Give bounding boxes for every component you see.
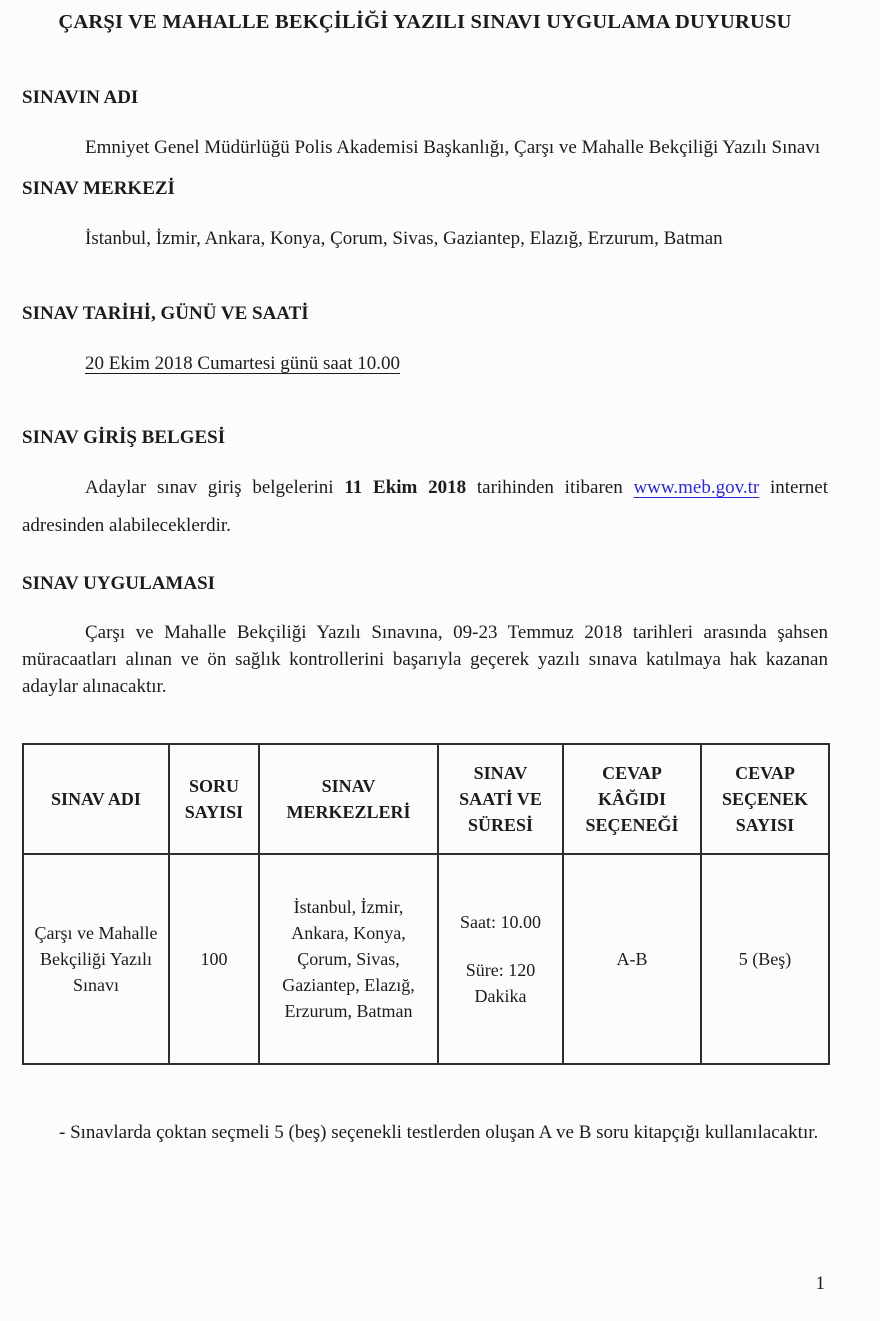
cell-saat-line: Saat: 10.00: [460, 912, 541, 932]
cell-secenek-sayisi: 5 (Beş): [701, 854, 829, 1064]
cell-soru-sayisi: 100: [169, 854, 259, 1064]
cell-merkezler: İstanbul, İzmir, Ankara, Konya, Çorum, Sivas, Gaziantep, Elazığ, Erzurum, Batman: [259, 854, 438, 1064]
cell-sure-line: Süre: 120 Dakika: [465, 960, 536, 1006]
table-row: [23, 854, 829, 1064]
sinavin-adi-paragraph: Emniyet Genel Müdürlüğü Polis Akademisi Başkanlığı, Çarşı ve Mahalle Bekçiliği Yazılı Sınavı: [85, 137, 821, 158]
giris-belgesi-paragraph: [22, 469, 828, 545]
section-heading-sinav-tarihi: SINAV TARİHİ, GÜNÜ VE SAATİ: [22, 303, 309, 324]
giris-text-before: Adaylar sınav giriş belgelerini: [85, 477, 345, 498]
table-header-sinav-adi: SINAV ADI: [23, 744, 169, 854]
giris-bold-date: 11 Ekim 2018: [344, 477, 467, 498]
cell-sinav-adi: Çarşı ve Mahalle Bekçiliği Yazılı Sınavı: [23, 854, 169, 1064]
table-header-sinav-merkezleri: SINAV MERKEZLERİ: [259, 744, 438, 854]
section-heading-sinav-merkezi: SINAV MERKEZİ: [22, 178, 175, 199]
giris-text-middle: tarihinden itibaren: [466, 477, 634, 498]
section-heading-uygulama: SINAV UYGULAMASI: [22, 573, 216, 594]
section-heading-giris-belgesi: SINAV GİRİŞ BELGESİ: [22, 427, 226, 448]
uygulama-paragraph: Çarşı ve Mahalle Bekçiliği Yazılı Sınavına, 09-23 Temmuz 2018 tarihleri arasında şahsen müracaatları alınan ve ön sağlık kontrollerini başarıyla geçerek yazılı sınava katılmaya hak kazanan adaylar alınacaktır.: [22, 622, 828, 697]
sinav-merkezi-paragraph: İstanbul, İzmir, Ankara, Konya, Çorum, Sivas, Gaziantep, Elazığ, Erzurum, Batman: [85, 228, 723, 249]
table-header-soru-sayisi: SORU SAYISI: [169, 744, 259, 854]
exam-date-underlined: 20 Ekim 2018 Cumartesi günü saat 10.00: [85, 353, 401, 374]
note-paragraph: - Sınavlarda çoktan seçmeli 5 (beş) seçenekli testlerden oluşan A ve B soru kitapçığı kullanılacaktır.: [59, 1122, 819, 1143]
table-header-cevap-kagidi: CEVAP KÂĞIDI SEÇENEĞİ: [563, 744, 701, 854]
giris-text-after: internet adresinden alabileceklerdir.: [22, 477, 828, 536]
section-heading-sinavin-adi: SINAVIN ADI: [22, 87, 139, 108]
page-title: ÇARŞI VE MAHALLE BEKÇİLİĞİ YAZILI SINAVI UYGULAMA DUYURUSU: [58, 11, 792, 33]
exam-info-table: [22, 743, 830, 1065]
sinav-tarihi-paragraph: [22, 350, 828, 377]
table-header-secenek-sayisi: CEVAP SEÇENEK SAYISI: [701, 744, 829, 854]
cell-saat-sure: [438, 854, 563, 1064]
meb-website-link[interactable]: www.meb.gov.tr: [633, 477, 760, 498]
cell-cevap-kagidi: A-B: [563, 854, 701, 1064]
table-header-saat-sure: SINAV SAATİ VE SÜRESİ: [438, 744, 563, 854]
page-number: 1: [815, 1273, 825, 1294]
table-header-row: [23, 744, 829, 854]
